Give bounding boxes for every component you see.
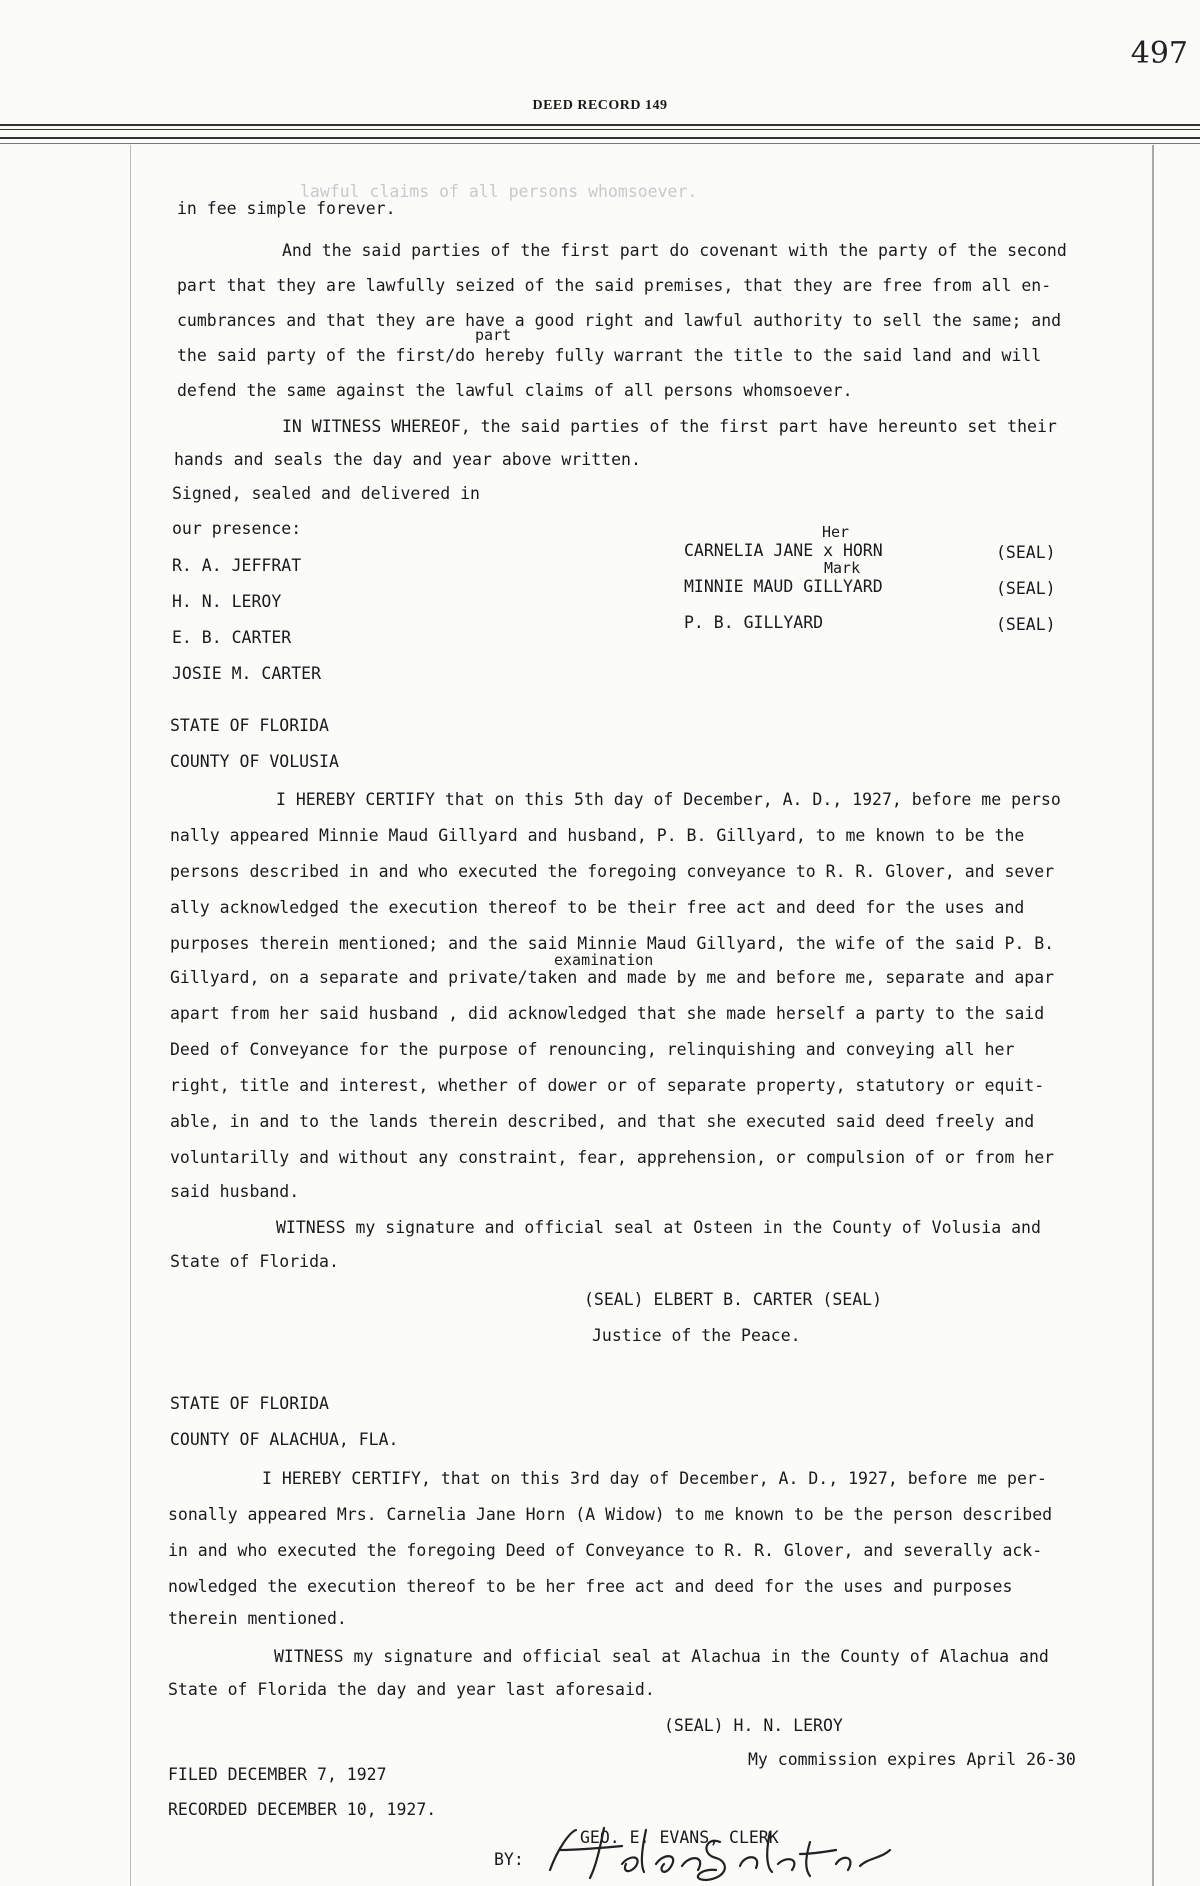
- witness-line: State of Florida.: [170, 1252, 339, 1271]
- certificate-line: voluntarilly and without any constraint, fear, apprehension, or compulsion of or from her: [170, 1148, 1055, 1167]
- witness-line: WITNESS my signature and official seal at Alachua in the County of Alachua and: [274, 1647, 1049, 1666]
- state-heading: STATE OF FLORIDA: [170, 716, 329, 735]
- witness-name: E. B. CARTER: [172, 628, 292, 647]
- witness-name: JOSIE M. CARTER: [172, 664, 322, 683]
- bleed-through-text: lawful claims of all persons whomsoever.: [300, 182, 698, 201]
- filed-date: FILED DECEMBER 7, 1927: [168, 1765, 387, 1784]
- signed-sealed-line: our presence:: [172, 519, 302, 538]
- fee-simple-line: in fee simple forever.: [177, 199, 396, 218]
- certificate-line: therein mentioned.: [168, 1609, 347, 1628]
- grantor-name: P. B. GILLYARD: [684, 613, 824, 632]
- certificate-line: in and who executed the foregoing Deed of Conveyance to R. R. Glover, and severally ack-: [168, 1541, 1043, 1560]
- margin-line-left: [130, 145, 131, 1886]
- covenant-line: cumbrances and that they are have a good right and lawful authority to sell the same; and: [177, 311, 1062, 330]
- certificate-line: I HEREBY CERTIFY that on this 5th day of December, A. D., 1927, before me perso: [276, 790, 1061, 809]
- certificate-line: purposes therein mentioned; and the said Minnie Maud Gillyard, the wife of the said P. B.: [170, 934, 1055, 953]
- county-heading: COUNTY OF ALACHUA, FLA.: [170, 1430, 399, 1449]
- certificate-line: apart from her said husband , did acknowledged that she made herself a party to the said: [170, 1004, 1045, 1023]
- header-rule: [0, 137, 1200, 139]
- page-number: 497: [1130, 36, 1188, 71]
- seal-label: (SEAL): [996, 543, 1056, 562]
- certificate-line: right, title and interest, whether of dower or of separate property, statutory or equit-: [170, 1076, 1045, 1095]
- commission-line: My commission expires April 26-30: [748, 1750, 1076, 1769]
- certificate-line: Gillyard, on a separate and private/taken and made by me and before me, separate and apar: [170, 968, 1055, 987]
- certificate-line: Deed of Conveyance for the purpose of renouncing, relinquishing and conveying all her: [170, 1040, 1015, 1059]
- grantor-name: CARNELIA JANE x HORN: [684, 541, 883, 560]
- clerk-name: GEO. E. EVANS, CLERK: [580, 1828, 779, 1847]
- signed-sealed-line: Signed, sealed and delivered in: [172, 484, 480, 503]
- by-label: BY:: [494, 1850, 524, 1869]
- seal-label: (SEAL): [996, 579, 1056, 598]
- certificate-line: nally appeared Minnie Maud Gillyard and husband, P. B. Gillyard, to me known to be the: [170, 826, 1025, 845]
- county-heading: COUNTY OF VOLUSIA: [170, 752, 339, 771]
- officer-signature-line: (SEAL) H. N. LEROY: [664, 1716, 843, 1735]
- witness-line: State of Florida the day and year last aforesaid.: [168, 1680, 655, 1699]
- certificate-line: ally acknowledged the execution thereof to be their free act and deed for the uses and: [170, 898, 1025, 917]
- state-heading: STATE OF FLORIDA: [170, 1394, 329, 1413]
- officer-title: Justice of the Peace.: [592, 1326, 801, 1345]
- handwritten-signature: [530, 1820, 910, 1886]
- header-rule: [0, 143, 1200, 144]
- witness-name: R. A. JEFFRAT: [172, 556, 302, 575]
- header-rule: [0, 129, 1200, 130]
- covenant-line: the said party of the first/do hereby fully warrant the title to the said land and will: [177, 346, 1042, 365]
- covenant-line: defend the same against the lawful claims of all persons whomsoever.: [177, 381, 853, 400]
- witness-name: H. N. LEROY: [172, 592, 282, 611]
- mark-label: Mark: [824, 559, 861, 577]
- recorded-date: RECORDED DECEMBER 10, 1927.: [168, 1800, 437, 1819]
- covenant-line: part that they are lawfully seized of the said premises, that they are free from all en-: [177, 276, 1052, 295]
- covenant-line: And the said parties of the first part do covenant with the party of the second: [282, 241, 1067, 260]
- header-rule: [0, 124, 1200, 126]
- certificate-line: I HEREBY CERTIFY, that on this 3rd day of December, A. D., 1927, before me per-: [262, 1469, 1047, 1488]
- interlineation: part: [475, 326, 512, 344]
- certificate-line: sonally appeared Mrs. Carnelia Jane Horn (A Widow) to me known to be the person described: [168, 1505, 1053, 1524]
- witness-whereof-line: IN WITNESS WHEREOF, the said parties of the first part have hereunto set their: [282, 417, 1057, 436]
- certificate-line: nowledged the execution thereof to be her free act and deed for the uses and purposes: [168, 1577, 1013, 1596]
- certificate-line: able, in and to the lands therein described, and that she executed said deed freely and: [170, 1112, 1035, 1131]
- certificate-line: persons described in and who executed the foregoing conveyance to R. R. Glover, and sever: [170, 862, 1055, 881]
- record-title: DEED RECORD 149: [532, 98, 668, 113]
- margin-line-right: [1152, 145, 1154, 1886]
- certificate-line: said husband.: [170, 1182, 300, 1201]
- witness-line: WITNESS my signature and official seal at Osteen in the County of Volusia and: [276, 1218, 1041, 1237]
- interlineation: examination: [554, 951, 654, 969]
- witness-whereof-line: hands and seals the day and year above written.: [174, 450, 641, 469]
- grantor-name: MINNIE MAUD GILLYARD: [684, 577, 883, 596]
- mark-her-label: Her: [822, 523, 850, 541]
- seal-label: (SEAL): [996, 615, 1056, 634]
- officer-signature-line: (SEAL) ELBERT B. CARTER (SEAL): [584, 1290, 883, 1309]
